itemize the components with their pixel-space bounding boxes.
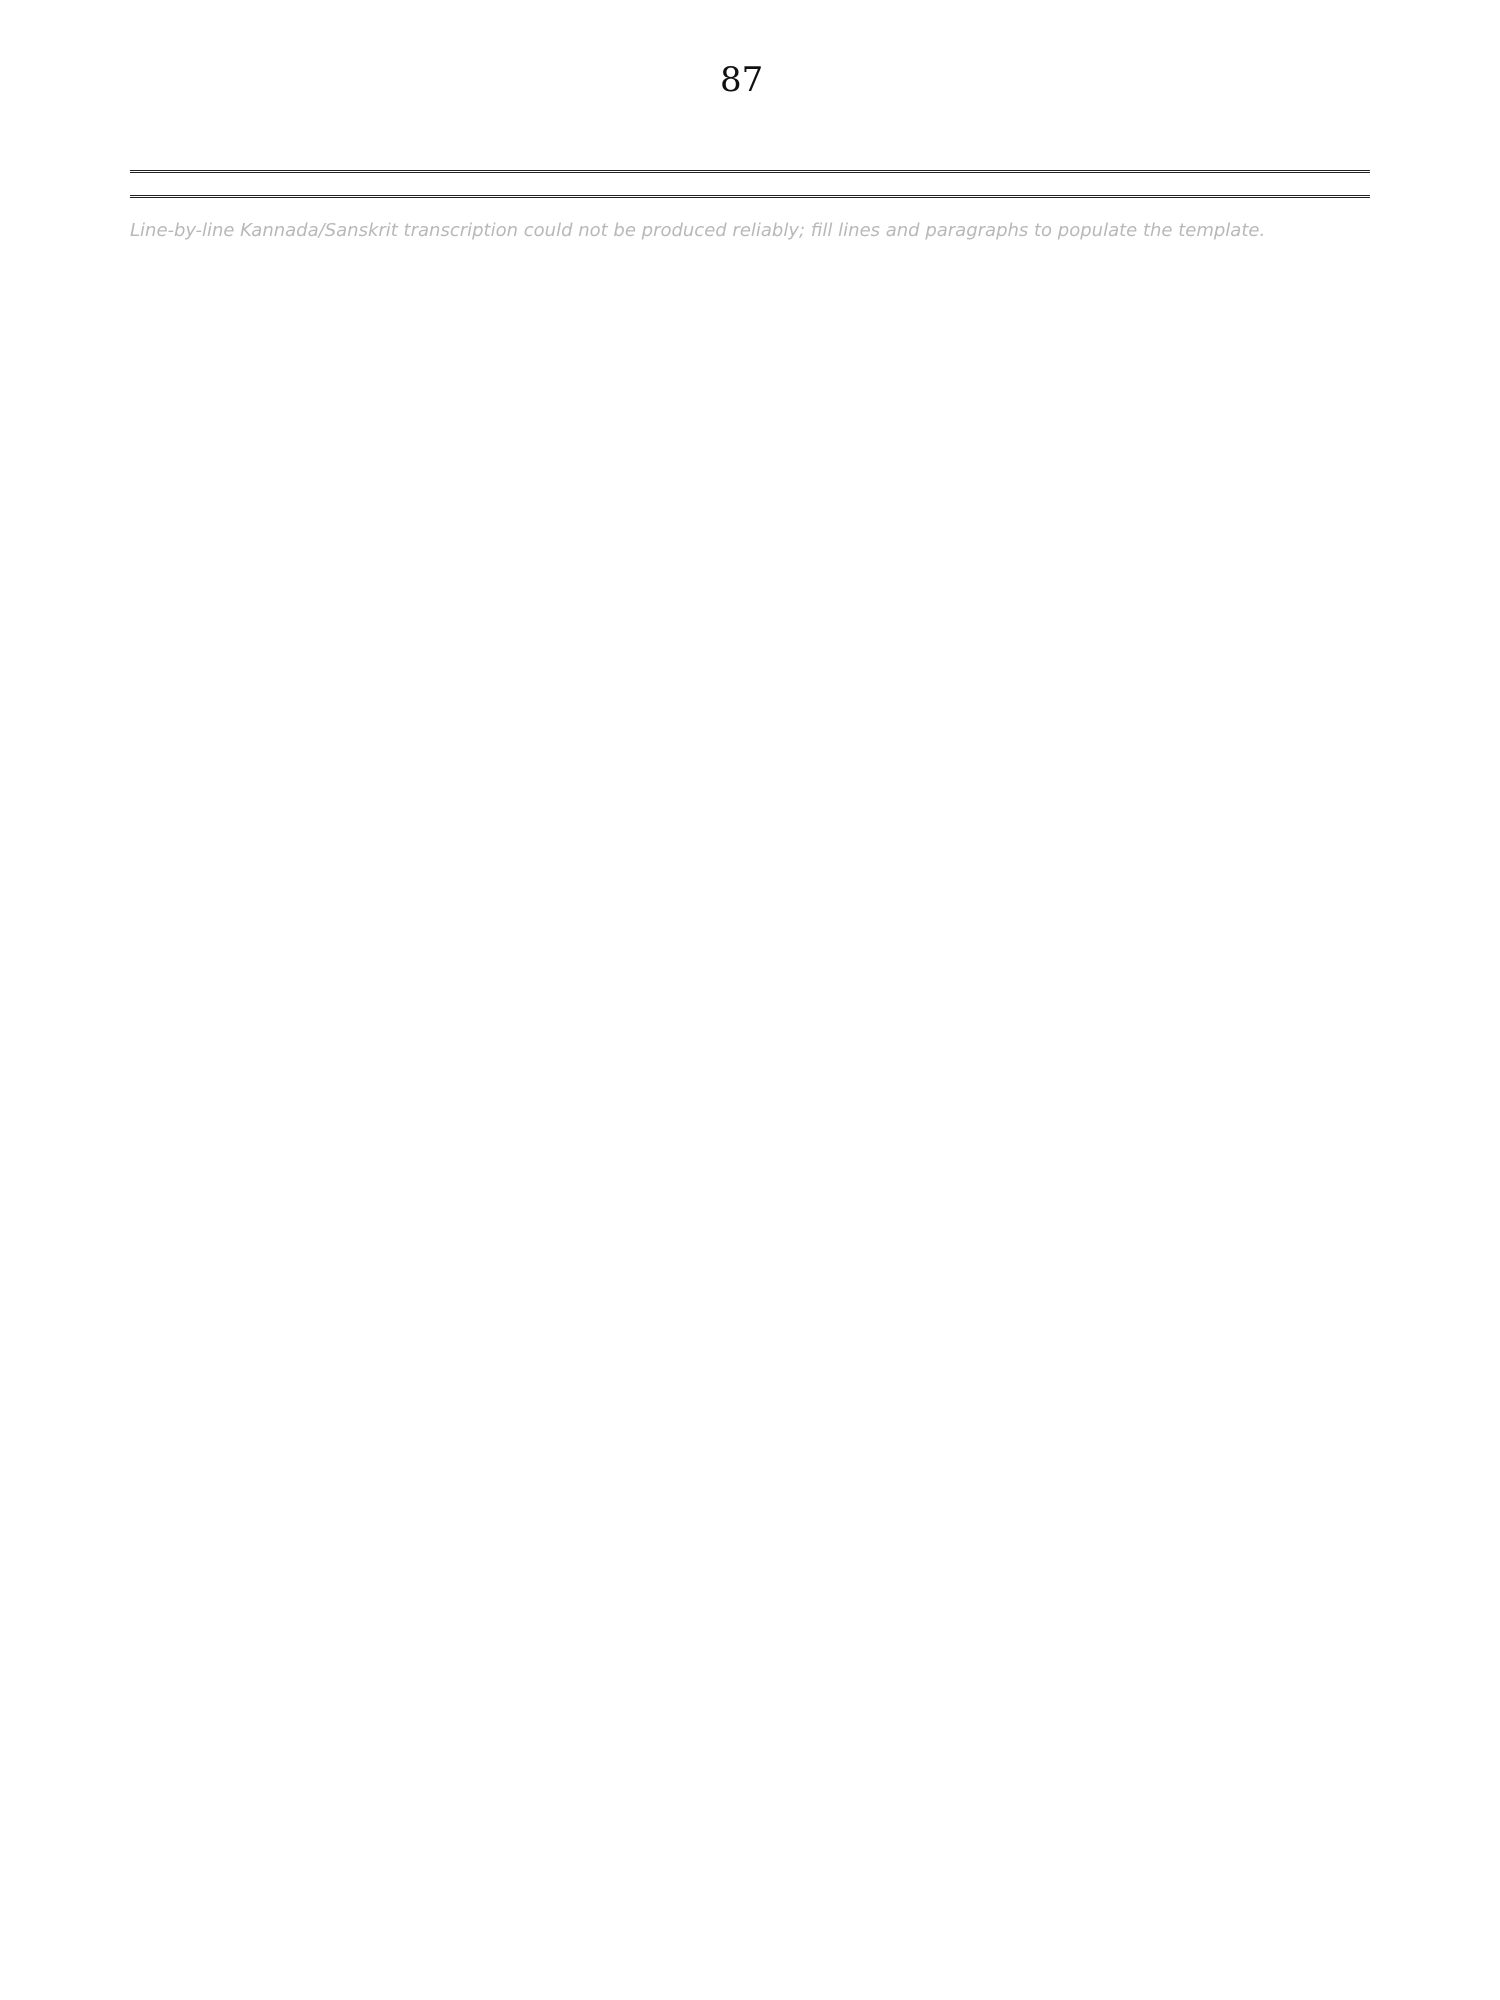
page-number: 87: [720, 60, 764, 100]
transcription-note: Line-by-line Kannada/Sanskrit transcription could not be produced reliably; fill lines and paragraphs to populate the template.: [130, 220, 1266, 241]
ornamental-divider: [130, 170, 1370, 198]
book-page: [130, 60, 1370, 1940]
page-header: [130, 60, 1370, 130]
